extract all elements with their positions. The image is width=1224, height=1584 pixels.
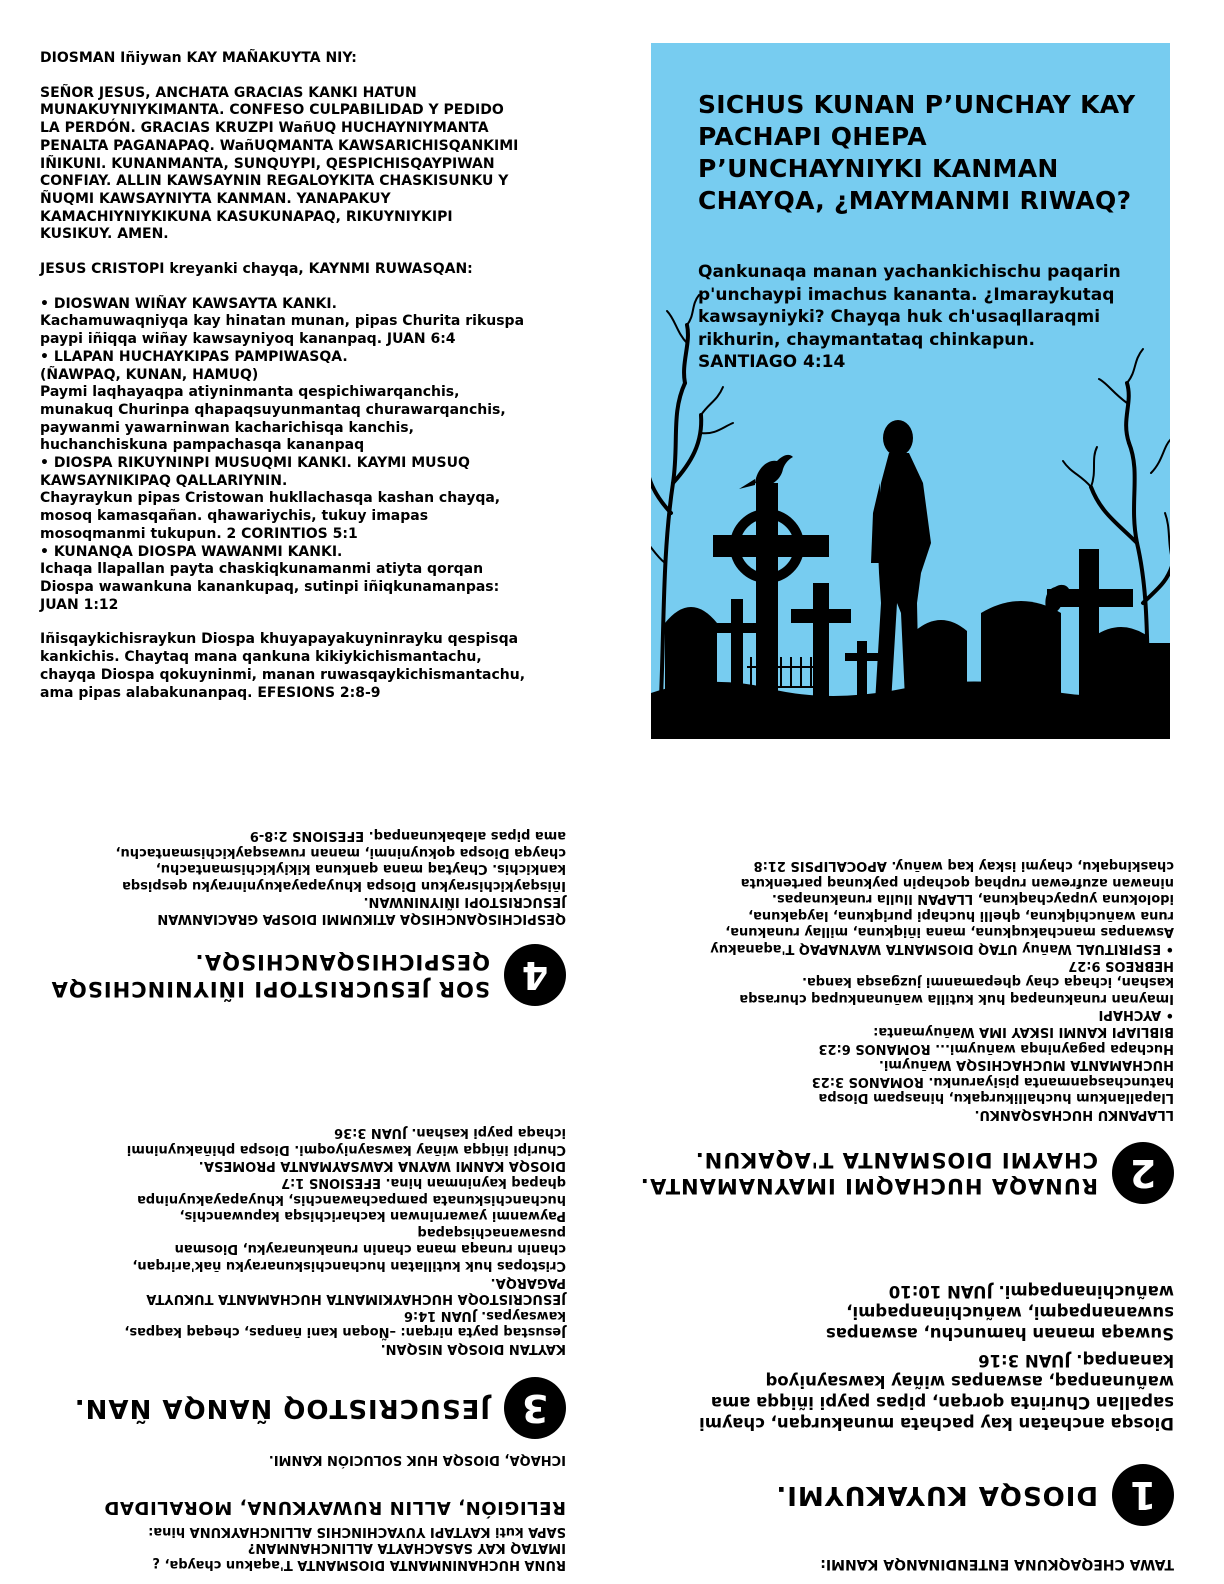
section-4-title: SOR JESUCRISTOPI IÑIYNINCHISQA QESPICHISQANCHISQA. <box>50 950 490 1001</box>
solution-options: RELIGIÓN, ALLIN RUWAYKUNA, MORALIDAD <box>103 1497 566 1518</box>
section-3-heading <box>74 1377 566 1439</box>
closing-verse: Iñisqaykichisraykun Diospa khuyapayakuyninrayku qespisqa kankichis. Chaytaq mana qankuna kikiykichismantachu, chayqa Diospa qokuyninmi, manan ruwasqaykichismantachu, ama pipas alabakunanpaq. EFESIONS 2:8-9 <box>40 631 526 701</box>
section-3-title: JESUCRISTOQ ÑANQA ÑAN. <box>73 1393 490 1423</box>
section-3-body: KAYTAN DIOSQA NISQAN. Jesustaq payta nirqan: –Ñoqan kani ñanpas, cheqaq kaqpas, kawsaypas. JUAN 14:6 JESUCRISTOQA HUCHAYKIMANTA HUCHAMANTA TUKUYTA PAGARQA. Cristopas huk kutillatan huchanchiskunarayku ñak'arirqan, chanin runaqa mana chanin runakunarayku, Diosman pusawanachisqapaq Paywanmi yawarninwan kacharichisqa kapuwanchis, huchanchiskunata pampachawanchis, khuyapayakuyninpa qhapaq kayninman hina. EFESIONS 1:7 DIOSQA KANMI WAYNA KAWSAYMANTA PROMESA. Churipi iñiqqa wiñay kawsayniyoqmi. Diospa phiñakuyninmi ichaqa paypi kashan. JUAN 3:36 <box>124 1125 566 1356</box>
believer-heading: JESUS CRISTOPI kreyanki chayqa, KAYNMI RUWASQAN: <box>40 261 473 278</box>
solution-statement: ICHAQA, DIOSQA HUK SOLUCIÓN KANMI. <box>268 1452 566 1467</box>
section-4-number: 4 <box>504 944 566 1006</box>
cover-subtitle: Qankunaqa manan yachankichischu paqarin p'unchaypi imachus kananta. ¿Imaraykutaq kawsayniyki? Chayqa huk ch'usaqllaraqmi rikhurin, chaymantataq chinkapun. SANTIAGO 4:14 <box>698 262 1121 372</box>
section-4-body: QESPICHISQANCHISQA ATIKUMMI DIOSPA GRACIANWAN JESUCRISTOPI IÑIYNINWAN. Iñisqaykichisraykun Diospa khuyapayakuyninrayku qespisqa kankichis. Chaytaq mana qankuna kikiykichismantachu, chayqa Diospa qokuyninmi, manan ruwasqaykichismantachu, ama pipas alabakunanpaq. EFESIONS 2:8-9 <box>115 828 566 926</box>
section-2-body: LLAPANKU HUCHASQANKU. Llapallankum huchallikurqaku, hinaspam Diospa hatunchasqanmanta pisiyarunku. ROMANOS 3:23 HUCHAMANTA MUCHACHISQA Wañuymi. Huchapa pagayninqa wañuymi... ROMANOS 6:23 BIBLIAPI KANMI ISKAY IMA Wañuymanta: • AYCHAPI Imaynan runakunapaq huk kutilla wañunankupaq churasqa kashan, ichaqa chay qhepamanmi juzgasqa kanqa. HEBREOS 9:27 • ESPIRITUAL Wañuy UTAQ DIOSMANTA WAYNAPAQ T'aqanakuy Aswanpas manchakuqkuna, mana iñiqkuna, millay runakuna, runa wañuchiqkuna, qhelli huchapi puriqkuna, layqakuna, idolokuna yupaychaqkuna, LLAPAN llulla runakunapas. ninawan azufrewan ruphaq qochapin paykunaq partenkuta chaskinqaku, chaymi iskay kaq wañuy. APOCALIPSIS 21:8 <box>710 858 1174 1122</box>
section-1-verse: Suwaqa manan hamunchu, aswanpas suwananpaqmi, wañuchinanpaqmi, wañuchinanpaqmi. JUAN 10:10 <box>825 1282 1174 1343</box>
promises-list: • DIOSWAN WIÑAY KAWSAYTA KANKI. Kachamuwaqniyqa kay hinatan munan, pipas Churita rikuspa paypi iñiqqa wiñay kawsayniyoq kananpaq. JUAN 6:4 • LLAPAN HUCHAYKIPAS PAMPIWASQA. (ÑAWPAQ, KUNAN, HAMUQ) Paymi laqhayaqpa atiyninmanta qespichiwarqanchis, munakuq Churinpa qhapaqsuyunmantaq churawarqanchis, paywanmi yawarninwan kacharichisqa kanchis, huchanchiskuna pampachasqa kananpaq • DIOSPA RIKUYNINPI MUSUQMI KANKI. KAYMI MUSUQ KAWSAYNIKIPAQ QALLARIYNIN. Chayraykun pipas Cristowan hukllachasqa kashan chayqa, mosoq kamasqañan. qhawariychis, tukuy imapas mosoqmanmi tukupun. 2 CORINTIOS 5:1 • KUNANQA DIOSPA WAWANMI KANKI. Ichaqa llapallan payta chaskiqkunamanmi atiyta qorqan Diospa wawankuna kanankupaq, sutinpi iñiqkunamanpas: JUAN 1:12 <box>40 295 525 613</box>
section-2-title: RUNAQA HUCHAQMI IMAYNAMANTA. CHAYMI DIOSMANTA T'AQAKUN. <box>639 1148 1098 1198</box>
truths-panel <box>614 792 1174 1584</box>
section-1-number: 1 <box>1112 1464 1174 1526</box>
section-1-body: Diosqa anchatan kay pachata munakurqan, chaymi sapallan Churinta qorqan, pipas paypi iñiqqa ama wañunanpaq, aswanpas wiñay kawsayniyoq kananpaq. JUAN 3:16 <box>699 1351 1174 1433</box>
prayer-panel <box>40 50 600 702</box>
truths-intro: TAWA CHEQAQKUNA ENTENDINANQA KANMI: <box>820 1556 1174 1572</box>
section-1-title: DIOSQA KUYAKUYMI. <box>775 1480 1098 1510</box>
prayer-heading: DIOSMAN Iñiywan KAY MAÑAKUYTA NIY: <box>40 50 357 66</box>
solution-intro: RUNA HUCHANINMANTA DIOSMANTA T'aqakun chayqa, ¿ IMATAQ KAY SASACHAYTA ALLINCHANMAN? SAPA kuti KAYTAPI YUYACHINCHIS ALLINCHAYKUNA hina: <box>148 1524 566 1572</box>
solution-panel <box>6 792 566 1584</box>
section-2-heading <box>640 1142 1174 1204</box>
cover-panel <box>651 43 1170 739</box>
prayer-text: SEÑOR JESUS, ANCHATA GRACIAS KANKI HATUN MUNAKUYNIYKIMANTA. CONFESO CULPABILIDAD Y PEDIDO LA PERDÓN. GRACIAS KRUZPI WañUQ HUCHAYNIYMANTA PENALTA PAGANAPAQ. WañUQMANTA KAWSARICHISQANKIMI IÑIKUNI. KUNANMANTA, SUNQUYPI, QESPICHISQAYPIWAN CONFIAY. ALLIN KAWSAYNIN REGALOYKITA CHASKISUNKU Y ÑUQMI KAWSAYNIYTA KANMAN. YANAPAKUY KAMACHIYNIYKIKUNA KASUKUNAPAQ, RIKUYNIYKIPI KUSIKUY. AMEN. <box>40 84 519 243</box>
section-1-heading <box>775 1464 1174 1526</box>
cover-title: SICHUS KUNAN P’UNCHAY KAY PACHAPI QHEPA P’UNCHAYNIYKI KANMAN CHAYQA, ¿MAYMANMI RIWAQ? <box>698 90 1136 215</box>
section-4-heading <box>51 944 566 1006</box>
inverted-bottom-half <box>0 792 1224 1584</box>
section-3-number: 3 <box>504 1377 566 1439</box>
section-2-number: 2 <box>1112 1142 1174 1204</box>
